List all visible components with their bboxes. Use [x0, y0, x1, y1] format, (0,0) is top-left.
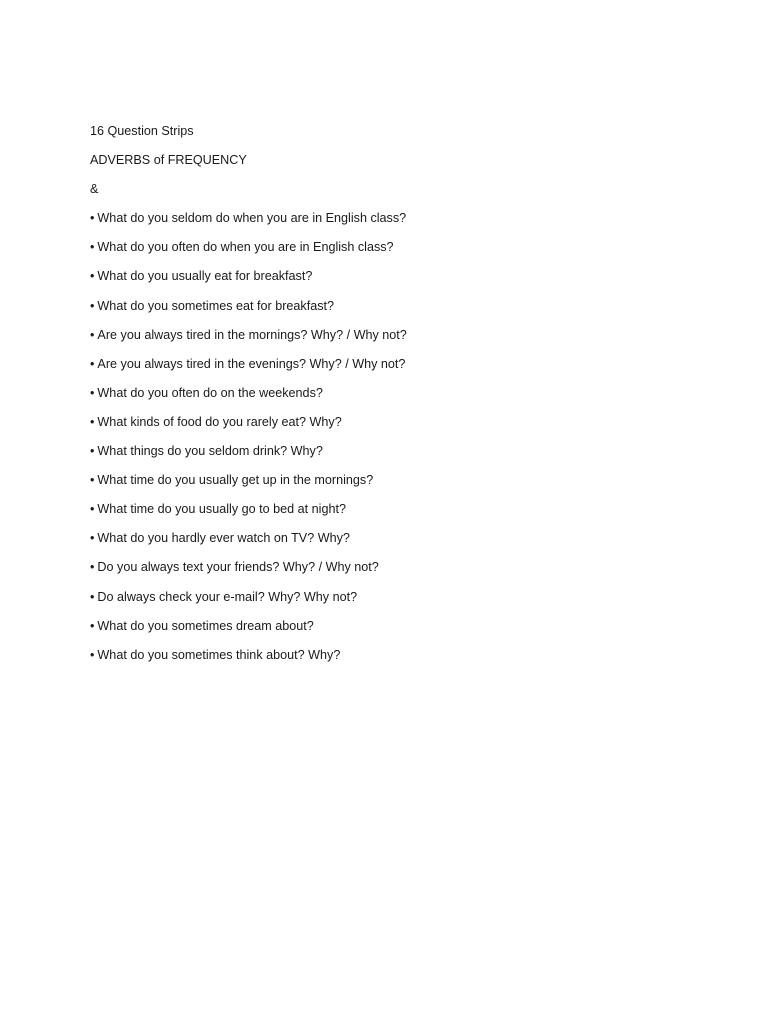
- bullet-icon: •: [90, 444, 95, 459]
- bullet-icon: •: [90, 647, 95, 662]
- question-text: What do you sometimes eat for breakfast?: [97, 298, 335, 313]
- question-item: [90, 441, 690, 470]
- question-item: [90, 616, 690, 645]
- bullet-icon: •: [90, 589, 95, 604]
- question-text: What do you usually eat for breakfast?: [97, 269, 313, 284]
- bullet-icon: •: [90, 618, 95, 633]
- question-text: What do you sometimes think about? Why?: [97, 647, 341, 662]
- bullet-icon: •: [90, 414, 95, 429]
- document-content: [90, 121, 690, 674]
- question-text: What do you seldom do when you are in English class?: [97, 211, 407, 226]
- bullet-icon: •: [90, 211, 95, 226]
- question-item: [90, 237, 690, 266]
- question-item: [90, 208, 690, 237]
- question-text: What time do you usually go to bed at night?: [97, 502, 346, 517]
- question-text: Do you always text your friends? Why? / Why not?: [97, 560, 379, 575]
- bullet-icon: •: [90, 240, 95, 255]
- question-text: Do always check your e-mail? Why? Why not?: [97, 589, 358, 604]
- bullet-icon: •: [90, 298, 95, 313]
- question-item: [90, 354, 690, 383]
- bullet-icon: •: [90, 502, 95, 517]
- question-text: What things do you seldom drink? Why?: [97, 444, 323, 459]
- question-item: [90, 296, 690, 325]
- question-text: Are you always tired in the mornings? Why? / Why not?: [97, 327, 407, 342]
- bullet-icon: •: [90, 327, 95, 342]
- question-text: What do you often do when you are in English class?: [97, 240, 394, 255]
- question-text: Are you always tired in the evenings? Why? / Why not?: [97, 356, 406, 371]
- question-item: [90, 470, 690, 499]
- question-text: What do you sometimes dream about?: [97, 618, 314, 633]
- question-item: [90, 266, 690, 295]
- document-title: 16 Question Strips: [90, 124, 194, 138]
- ampersand-line: &: [90, 182, 99, 197]
- question-text: What time do you usually get up in the mornings?: [97, 473, 374, 488]
- bullet-icon: •: [90, 473, 95, 488]
- question-item: [90, 528, 690, 557]
- bullet-icon: •: [90, 269, 95, 284]
- bullet-icon: •: [90, 531, 95, 546]
- bullet-icon: •: [90, 356, 95, 371]
- question-text: What do you often do on the weekends?: [97, 385, 323, 400]
- question-text: What kinds of food do you rarely eat? Why?: [97, 414, 342, 429]
- bullet-icon: •: [90, 385, 95, 400]
- question-item: [90, 412, 690, 441]
- question-text: What do you hardly ever watch on TV? Why?: [97, 531, 350, 546]
- question-item: [90, 383, 690, 412]
- question-item: [90, 325, 690, 354]
- question-item: [90, 499, 690, 528]
- question-item: [90, 557, 690, 586]
- question-item: [90, 645, 690, 674]
- document-subtitle: ADVERBS of FREQUENCY: [90, 153, 247, 168]
- bullet-icon: •: [90, 560, 95, 575]
- question-item: [90, 587, 690, 616]
